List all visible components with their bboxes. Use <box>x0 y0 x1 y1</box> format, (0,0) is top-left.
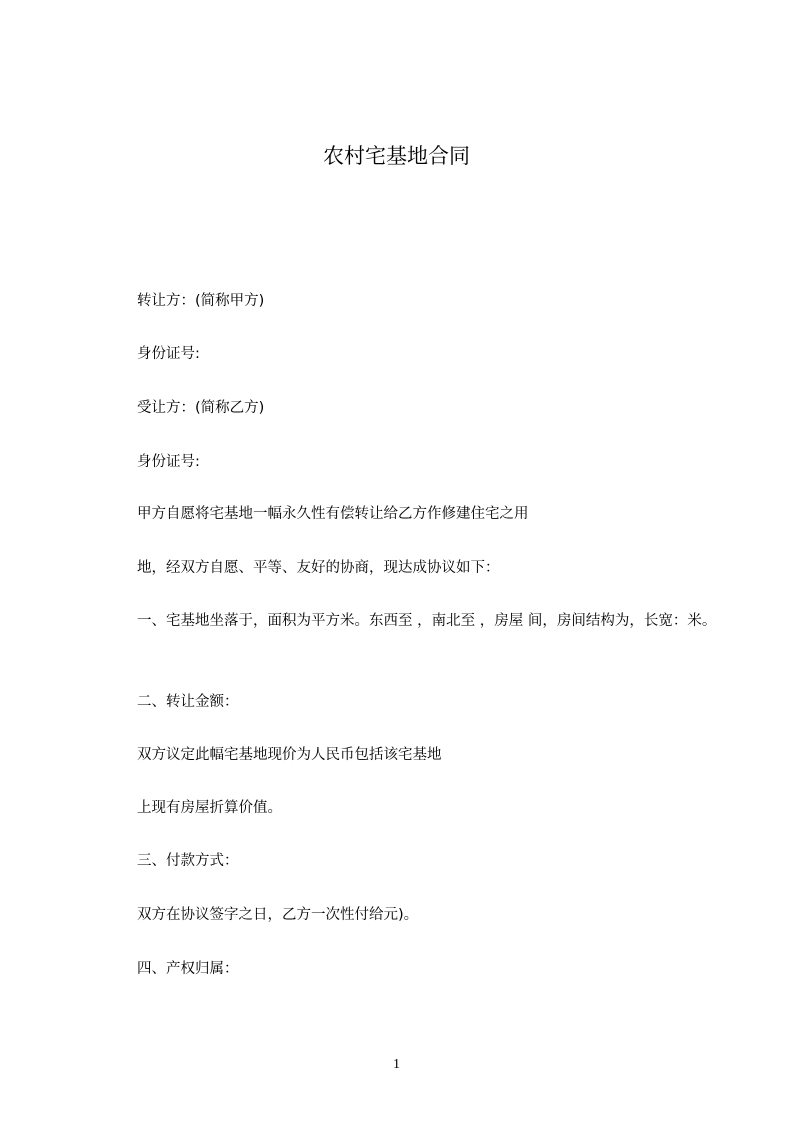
transferee-line: 受让方：(简称乙方) <box>137 400 265 416</box>
clause-2-line-2: 上现有房屋折算价值。 <box>137 800 282 816</box>
page-number: 1 <box>393 1057 400 1072</box>
intro-paragraph-line-2: 地，经双方自愿、平等、友好的协商，现达成协议如下： <box>137 560 500 576</box>
transferor-line: 转让方：(简称甲方) <box>137 293 265 309</box>
intro-paragraph-line-1: 甲方自愿将宅基地一幅永久性有偿转让给乙方作修建住宅之用 <box>137 506 529 522</box>
document-title: 农村宅基地合同 <box>323 144 470 168</box>
transferor-id-line: 身份证号: <box>137 346 200 362</box>
transferee-id-line: 身份证号: <box>137 454 200 470</box>
clause-3-text: 双方在协议签字之日，乙方一次性付给元)。 <box>137 907 419 923</box>
clause-4-heading: 四、产权归属： <box>137 961 239 977</box>
clause-1-location <box>105 608 717 634</box>
clause-3-heading: 三、付款方式： <box>137 853 239 869</box>
clause-2-heading: 二、转让金额： <box>137 694 239 710</box>
clause-1-text: 一、宅基地坐落于，面积为平方米。东西至 ，南北至 ，房屋 间，房间结构为，长宽：米。 <box>137 613 717 629</box>
clause-2-line-1: 双方议定此幅宅基地现价为人民币包括该宅基地 <box>137 747 442 763</box>
